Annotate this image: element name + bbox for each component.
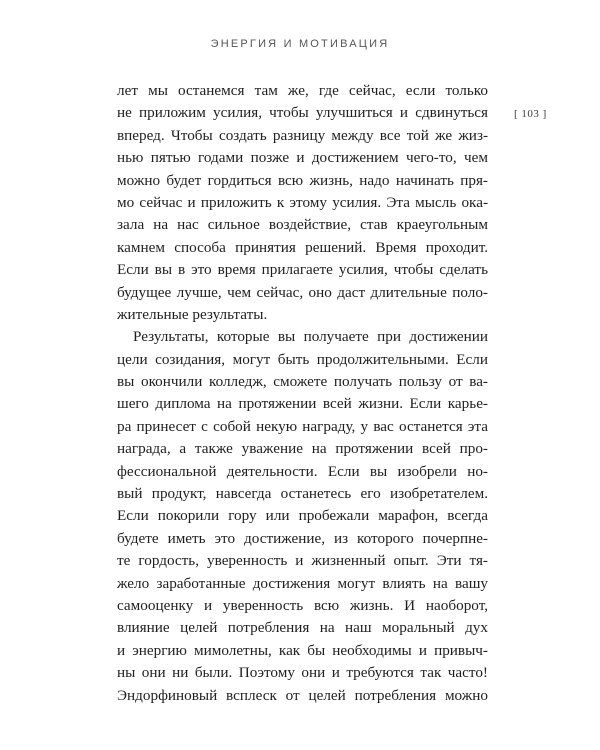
text-line: ра принесет с собой некую награду, у вас останется эта	[117, 417, 488, 435]
page-number: [ 103 ]	[514, 108, 547, 120]
text-line: можно будет гордиться всю жизнь, надо начинать пря-	[117, 171, 488, 189]
text-line: будете иметь это достижение, из которого почерпне-	[117, 529, 488, 547]
text-line: влияние целей потребления на наш моральный дух	[117, 619, 488, 637]
text-line: зала на нас сильное воздействие, став краеугольным	[117, 216, 488, 234]
text-line: Результаты, которые вы получаете при достижении	[133, 328, 488, 346]
text-line: цели созидания, могут быть продолжительными. Если	[117, 350, 488, 368]
body-text	[117, 80, 488, 707]
text-line: и энергию мимолетны, как бы необходимы и привыч-	[117, 641, 488, 659]
text-line: шего диплома на протяжении всей жизни. Если карье-	[117, 395, 488, 413]
text-line: те гордость, уверенность и жизненный опыт. Эти тя-	[117, 552, 488, 570]
text-line: вперед. Чтобы создать разницу между все той же жиз-	[117, 126, 488, 144]
text-line: камнем способа принятия решений. Время проходит.	[117, 238, 488, 256]
running-header: ЭНЕРГИЯ И МОТИВАЦИЯ	[210, 38, 390, 50]
text-line: вый продукт, навсегда останетесь его изобретателем.	[117, 485, 488, 503]
text-line: вы окончили колледж, сможете получать пользу от ва-	[117, 373, 488, 391]
text-line: не приложим усилия, чтобы улучшиться и сдвинуться	[117, 104, 488, 122]
text-line: будущее лучше, чем сейчас, оно даст длительные поло-	[117, 283, 488, 301]
text-line: Если вы в это время прилагаете усилия, чтобы сделать	[117, 261, 488, 279]
text-line: мо сейчас и приложить к этому усилия. Эта мысль ока-	[117, 193, 488, 211]
text-line: лет мы останемся там же, где сейчас, если только	[117, 82, 488, 99]
text-line: жело заработанные достижения могут влиять на вашу	[117, 574, 488, 592]
text-line: Эндорфиновый всплеск от целей потребления можно	[117, 686, 488, 704]
text-line: награда, а также уважение на протяжении всей про-	[117, 440, 488, 458]
text-line: ны они ни были. Поэтому они и требуются так часто!	[117, 664, 488, 682]
text-line: нью пятью годами позже и достижением чего-то, чем	[117, 149, 488, 167]
text-line: самооценку и уверенность всю жизнь. И наоборот,	[117, 596, 488, 614]
text-line: Если покорили гору или пробежали марафон, всегда	[117, 507, 488, 525]
text-line: фессиональной деятельности. Если вы изобрели но-	[117, 462, 488, 480]
text-line: жительные результаты.	[117, 305, 268, 323]
